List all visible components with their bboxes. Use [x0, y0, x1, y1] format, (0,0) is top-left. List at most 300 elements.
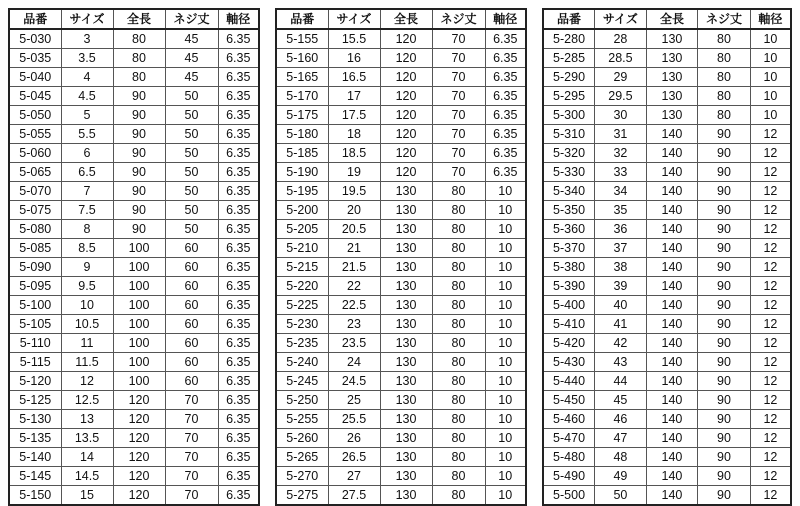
- cell-shank-diameter: 12: [750, 144, 791, 163]
- table-row: [9, 296, 259, 315]
- table-row: [543, 372, 791, 391]
- cell-size: 8.5: [61, 239, 113, 258]
- cell-size: 11.5: [61, 353, 113, 372]
- cell-part-number: 5-155: [276, 29, 328, 49]
- cell-shank-diameter: 10: [750, 68, 791, 87]
- cell-size: 41: [595, 315, 647, 334]
- cell-size: 13: [61, 410, 113, 429]
- cell-overall-length: 90: [113, 201, 165, 220]
- cell-overall-length: 90: [113, 163, 165, 182]
- cell-size: 43: [595, 353, 647, 372]
- cell-shank-diameter: 12: [750, 315, 791, 334]
- cell-thread-length: 50: [165, 144, 218, 163]
- cell-thread-length: 80: [432, 315, 485, 334]
- cell-thread-length: 70: [432, 49, 485, 68]
- cell-thread-length: 80: [698, 49, 751, 68]
- cell-shank-diameter: 6.35: [218, 315, 259, 334]
- cell-size: 37: [595, 239, 647, 258]
- cell-shank-diameter: 10: [750, 29, 791, 49]
- cell-thread-length: 90: [698, 163, 751, 182]
- cell-size: 45: [595, 391, 647, 410]
- cell-thread-length: 90: [698, 448, 751, 467]
- cell-shank-diameter: 10: [485, 391, 526, 410]
- cell-size: 3: [61, 29, 113, 49]
- cell-part-number: 5-060: [9, 144, 61, 163]
- cell-size: 26: [328, 429, 380, 448]
- cell-thread-length: 70: [165, 486, 218, 506]
- cell-size: 14.5: [61, 467, 113, 486]
- cell-overall-length: 100: [113, 334, 165, 353]
- cell-part-number: 5-440: [543, 372, 595, 391]
- cell-shank-diameter: 10: [485, 486, 526, 506]
- table-row: [9, 277, 259, 296]
- table-row: [276, 87, 526, 106]
- table-row: [276, 334, 526, 353]
- cell-shank-diameter: 12: [750, 410, 791, 429]
- cell-thread-length: 50: [165, 220, 218, 239]
- cell-thread-length: 80: [432, 429, 485, 448]
- cell-part-number: 5-420: [543, 334, 595, 353]
- cell-shank-diameter: 10: [485, 467, 526, 486]
- cell-thread-length: 70: [165, 410, 218, 429]
- cell-overall-length: 130: [380, 448, 432, 467]
- cell-size: 24: [328, 353, 380, 372]
- cell-thread-length: 80: [432, 448, 485, 467]
- cell-size: 22: [328, 277, 380, 296]
- cell-overall-length: 90: [113, 220, 165, 239]
- cell-overall-length: 120: [380, 68, 432, 87]
- cell-thread-length: 70: [432, 68, 485, 87]
- cell-overall-length: 130: [380, 182, 432, 201]
- cell-part-number: 5-450: [543, 391, 595, 410]
- cell-shank-diameter: 6.35: [218, 182, 259, 201]
- cell-thread-length: 45: [165, 49, 218, 68]
- cell-overall-length: 90: [113, 144, 165, 163]
- table-row: [543, 334, 791, 353]
- table-row: [9, 410, 259, 429]
- cell-part-number: 5-050: [9, 106, 61, 125]
- cell-shank-diameter: 6.35: [218, 68, 259, 87]
- cell-thread-length: 80: [432, 353, 485, 372]
- cell-size: 35: [595, 201, 647, 220]
- cell-overall-length: 140: [646, 353, 697, 372]
- cell-shank-diameter: 10: [485, 429, 526, 448]
- cell-overall-length: 90: [113, 106, 165, 125]
- table-row: [9, 334, 259, 353]
- cell-shank-diameter: 6.35: [485, 106, 526, 125]
- cell-overall-length: 140: [646, 391, 697, 410]
- table-row: [543, 49, 791, 68]
- table-header: [543, 9, 791, 29]
- cell-overall-length: 120: [380, 163, 432, 182]
- cell-overall-length: 120: [380, 29, 432, 49]
- cell-overall-length: 140: [646, 220, 697, 239]
- cell-size: 33: [595, 163, 647, 182]
- cell-thread-length: 70: [432, 163, 485, 182]
- table-row: [543, 201, 791, 220]
- cell-part-number: 5-480: [543, 448, 595, 467]
- cell-part-number: 5-225: [276, 296, 328, 315]
- cell-shank-diameter: 6.35: [218, 49, 259, 68]
- table-row: [276, 201, 526, 220]
- cell-overall-length: 140: [646, 239, 697, 258]
- cell-part-number: 5-240: [276, 353, 328, 372]
- cell-thread-length: 80: [432, 467, 485, 486]
- table-row: [276, 296, 526, 315]
- cell-shank-diameter: 6.35: [218, 296, 259, 315]
- header-part-number: 品番: [9, 9, 61, 29]
- cell-size: 27.5: [328, 486, 380, 506]
- cell-size: 18: [328, 125, 380, 144]
- cell-overall-length: 120: [113, 410, 165, 429]
- cell-part-number: 5-390: [543, 277, 595, 296]
- cell-shank-diameter: 6.35: [218, 29, 259, 49]
- cell-thread-length: 90: [698, 125, 751, 144]
- cell-part-number: 5-105: [9, 315, 61, 334]
- cell-thread-length: 50: [165, 106, 218, 125]
- cell-part-number: 5-135: [9, 429, 61, 448]
- table-row: [543, 391, 791, 410]
- cell-size: 29: [595, 68, 647, 87]
- cell-shank-diameter: 10: [485, 410, 526, 429]
- header-size: サイズ: [595, 9, 647, 29]
- cell-shank-diameter: 10: [485, 448, 526, 467]
- cell-part-number: 5-195: [276, 182, 328, 201]
- cell-thread-length: 90: [698, 201, 751, 220]
- cell-shank-diameter: 6.35: [218, 334, 259, 353]
- cell-thread-length: 80: [432, 277, 485, 296]
- cell-part-number: 5-350: [543, 201, 595, 220]
- table-row: [276, 315, 526, 334]
- cell-shank-diameter: 12: [750, 429, 791, 448]
- cell-overall-length: 140: [646, 410, 697, 429]
- cell-part-number: 5-245: [276, 372, 328, 391]
- header-row: [543, 9, 791, 29]
- table-row: [276, 448, 526, 467]
- cell-part-number: 5-145: [9, 467, 61, 486]
- table-row: [543, 29, 791, 49]
- table-row: [276, 239, 526, 258]
- cell-part-number: 5-330: [543, 163, 595, 182]
- table-row: [543, 258, 791, 277]
- cell-size: 49: [595, 467, 647, 486]
- cell-shank-diameter: 6.35: [218, 353, 259, 372]
- cell-shank-diameter: 6.35: [218, 201, 259, 220]
- cell-size: 5: [61, 106, 113, 125]
- cell-part-number: 5-070: [9, 182, 61, 201]
- cell-overall-length: 140: [646, 296, 697, 315]
- cell-size: 40: [595, 296, 647, 315]
- cell-size: 22.5: [328, 296, 380, 315]
- cell-part-number: 5-140: [9, 448, 61, 467]
- cell-size: 23: [328, 315, 380, 334]
- cell-shank-diameter: 10: [485, 182, 526, 201]
- cell-thread-length: 90: [698, 486, 751, 506]
- cell-part-number: 5-250: [276, 391, 328, 410]
- table-row: [9, 87, 259, 106]
- spec-table-2: [275, 8, 527, 506]
- cell-part-number: 5-230: [276, 315, 328, 334]
- cell-size: 48: [595, 448, 647, 467]
- cell-part-number: 5-150: [9, 486, 61, 506]
- cell-thread-length: 80: [432, 220, 485, 239]
- cell-size: 46: [595, 410, 647, 429]
- table-row: [543, 296, 791, 315]
- cell-shank-diameter: 6.35: [218, 486, 259, 506]
- cell-part-number: 5-320: [543, 144, 595, 163]
- cell-size: 39: [595, 277, 647, 296]
- cell-size: 31: [595, 125, 647, 144]
- table-row: [9, 467, 259, 486]
- cell-shank-diameter: 6.35: [485, 87, 526, 106]
- cell-overall-length: 100: [113, 372, 165, 391]
- cell-overall-length: 140: [646, 315, 697, 334]
- cell-overall-length: 140: [646, 372, 697, 391]
- cell-thread-length: 70: [432, 144, 485, 163]
- spec-table-3: [542, 8, 792, 506]
- cell-thread-length: 60: [165, 239, 218, 258]
- cell-overall-length: 140: [646, 467, 697, 486]
- cell-size: 8: [61, 220, 113, 239]
- cell-thread-length: 50: [165, 87, 218, 106]
- cell-thread-length: 90: [698, 296, 751, 315]
- cell-size: 18.5: [328, 144, 380, 163]
- cell-thread-length: 60: [165, 334, 218, 353]
- header-size: サイズ: [328, 9, 380, 29]
- cell-part-number: 5-110: [9, 334, 61, 353]
- cell-part-number: 5-115: [9, 353, 61, 372]
- cell-shank-diameter: 6.35: [485, 163, 526, 182]
- cell-size: 42: [595, 334, 647, 353]
- cell-part-number: 5-260: [276, 429, 328, 448]
- cell-shank-diameter: 10: [485, 296, 526, 315]
- cell-shank-diameter: 12: [750, 182, 791, 201]
- cell-size: 16.5: [328, 68, 380, 87]
- table-row: [543, 410, 791, 429]
- cell-thread-length: 90: [698, 239, 751, 258]
- table-body: [543, 29, 791, 505]
- cell-size: 6: [61, 144, 113, 163]
- table-row: [9, 144, 259, 163]
- cell-overall-length: 140: [646, 163, 697, 182]
- table-row: [543, 87, 791, 106]
- cell-thread-length: 90: [698, 182, 751, 201]
- cell-part-number: 5-130: [9, 410, 61, 429]
- table-row: [9, 239, 259, 258]
- cell-thread-length: 80: [432, 391, 485, 410]
- cell-part-number: 5-280: [543, 29, 595, 49]
- table-header: [276, 9, 526, 29]
- header-overall-length: 全長: [646, 9, 697, 29]
- cell-part-number: 5-490: [543, 467, 595, 486]
- header-overall-length: 全長: [113, 9, 165, 29]
- cell-overall-length: 120: [113, 391, 165, 410]
- table-row: [543, 106, 791, 125]
- table-row: [276, 391, 526, 410]
- cell-size: 5.5: [61, 125, 113, 144]
- cell-overall-length: 130: [646, 68, 697, 87]
- cell-size: 16: [328, 49, 380, 68]
- cell-overall-length: 120: [380, 125, 432, 144]
- cell-size: 11: [61, 334, 113, 353]
- table-row: [276, 220, 526, 239]
- cell-shank-diameter: 12: [750, 372, 791, 391]
- cell-size: 6.5: [61, 163, 113, 182]
- cell-thread-length: 60: [165, 372, 218, 391]
- cell-part-number: 5-410: [543, 315, 595, 334]
- cell-part-number: 5-500: [543, 486, 595, 506]
- cell-thread-length: 60: [165, 258, 218, 277]
- table-row: [543, 353, 791, 372]
- cell-size: 9.5: [61, 277, 113, 296]
- cell-overall-length: 120: [380, 144, 432, 163]
- cell-thread-length: 80: [432, 182, 485, 201]
- header-shank-diameter: 軸径: [750, 9, 791, 29]
- table-row: [276, 182, 526, 201]
- cell-thread-length: 80: [698, 29, 751, 49]
- table-row: [276, 410, 526, 429]
- cell-thread-length: 90: [698, 258, 751, 277]
- cell-thread-length: 90: [698, 334, 751, 353]
- header-size: サイズ: [61, 9, 113, 29]
- header-shank-diameter: 軸径: [485, 9, 526, 29]
- cell-shank-diameter: 12: [750, 258, 791, 277]
- table-row: [9, 125, 259, 144]
- cell-shank-diameter: 10: [485, 315, 526, 334]
- cell-part-number: 5-205: [276, 220, 328, 239]
- cell-overall-length: 130: [380, 239, 432, 258]
- cell-shank-diameter: 12: [750, 277, 791, 296]
- cell-thread-length: 60: [165, 353, 218, 372]
- cell-overall-length: 140: [646, 429, 697, 448]
- cell-shank-diameter: 12: [750, 201, 791, 220]
- cell-part-number: 5-125: [9, 391, 61, 410]
- cell-size: 12: [61, 372, 113, 391]
- table-row: [9, 448, 259, 467]
- cell-overall-length: 140: [646, 334, 697, 353]
- spec-table-1: [8, 8, 260, 506]
- cell-thread-length: 90: [698, 220, 751, 239]
- cell-shank-diameter: 6.35: [218, 144, 259, 163]
- cell-overall-length: 120: [380, 87, 432, 106]
- cell-size: 34: [595, 182, 647, 201]
- cell-size: 4: [61, 68, 113, 87]
- cell-overall-length: 130: [380, 277, 432, 296]
- cell-size: 9: [61, 258, 113, 277]
- cell-part-number: 5-055: [9, 125, 61, 144]
- cell-part-number: 5-340: [543, 182, 595, 201]
- table-row: [9, 486, 259, 506]
- cell-size: 38: [595, 258, 647, 277]
- cell-thread-length: 70: [432, 106, 485, 125]
- cell-thread-length: 80: [432, 258, 485, 277]
- cell-overall-length: 130: [380, 429, 432, 448]
- cell-size: 20.5: [328, 220, 380, 239]
- table-row: [276, 277, 526, 296]
- table-body: [9, 29, 259, 505]
- cell-size: 28: [595, 29, 647, 49]
- cell-overall-length: 90: [113, 87, 165, 106]
- cell-thread-length: 90: [698, 277, 751, 296]
- cell-overall-length: 130: [380, 201, 432, 220]
- table-body: [276, 29, 526, 505]
- cell-thread-length: 80: [432, 334, 485, 353]
- cell-thread-length: 50: [165, 125, 218, 144]
- cell-part-number: 5-095: [9, 277, 61, 296]
- cell-part-number: 5-215: [276, 258, 328, 277]
- cell-shank-diameter: 6.35: [485, 144, 526, 163]
- cell-shank-diameter: 10: [485, 220, 526, 239]
- cell-size: 21: [328, 239, 380, 258]
- cell-shank-diameter: 6.35: [218, 372, 259, 391]
- cell-overall-length: 130: [380, 334, 432, 353]
- cell-size: 30: [595, 106, 647, 125]
- header-thread-length: ネジ丈: [432, 9, 485, 29]
- cell-shank-diameter: 10: [485, 353, 526, 372]
- cell-part-number: 5-285: [543, 49, 595, 68]
- table-row: [276, 49, 526, 68]
- cell-shank-diameter: 6.35: [218, 163, 259, 182]
- cell-thread-length: 80: [432, 239, 485, 258]
- cell-shank-diameter: 10: [485, 258, 526, 277]
- cell-thread-length: 90: [698, 144, 751, 163]
- cell-shank-diameter: 10: [485, 201, 526, 220]
- cell-overall-length: 90: [113, 182, 165, 201]
- table-row: [9, 372, 259, 391]
- table-row: [9, 68, 259, 87]
- cell-part-number: 5-040: [9, 68, 61, 87]
- cell-overall-length: 130: [380, 220, 432, 239]
- cell-size: 14: [61, 448, 113, 467]
- table-row: [276, 486, 526, 506]
- cell-thread-length: 60: [165, 296, 218, 315]
- cell-shank-diameter: 6.35: [218, 239, 259, 258]
- cell-part-number: 5-290: [543, 68, 595, 87]
- cell-overall-length: 140: [646, 258, 697, 277]
- cell-shank-diameter: 6.35: [485, 125, 526, 144]
- cell-thread-length: 50: [165, 163, 218, 182]
- table-row: [276, 353, 526, 372]
- cell-overall-length: 100: [113, 258, 165, 277]
- cell-shank-diameter: 10: [485, 239, 526, 258]
- cell-shank-diameter: 6.35: [218, 391, 259, 410]
- cell-shank-diameter: 12: [750, 296, 791, 315]
- cell-thread-length: 90: [698, 410, 751, 429]
- cell-shank-diameter: 6.35: [218, 125, 259, 144]
- cell-shank-diameter: 6.35: [218, 277, 259, 296]
- cell-size: 25: [328, 391, 380, 410]
- cell-overall-length: 130: [380, 258, 432, 277]
- cell-overall-length: 130: [380, 372, 432, 391]
- cell-size: 19: [328, 163, 380, 182]
- table-row: [543, 163, 791, 182]
- cell-shank-diameter: 12: [750, 163, 791, 182]
- cell-thread-length: 50: [165, 201, 218, 220]
- cell-thread-length: 60: [165, 315, 218, 334]
- table-row: [543, 182, 791, 201]
- cell-thread-length: 70: [432, 125, 485, 144]
- cell-part-number: 5-075: [9, 201, 61, 220]
- cell-thread-length: 80: [432, 372, 485, 391]
- cell-shank-diameter: 12: [750, 239, 791, 258]
- cell-part-number: 5-160: [276, 49, 328, 68]
- cell-overall-length: 80: [113, 29, 165, 49]
- cell-overall-length: 120: [380, 49, 432, 68]
- cell-shank-diameter: 6.35: [218, 429, 259, 448]
- cell-size: 25.5: [328, 410, 380, 429]
- cell-overall-length: 130: [646, 87, 697, 106]
- cell-part-number: 5-165: [276, 68, 328, 87]
